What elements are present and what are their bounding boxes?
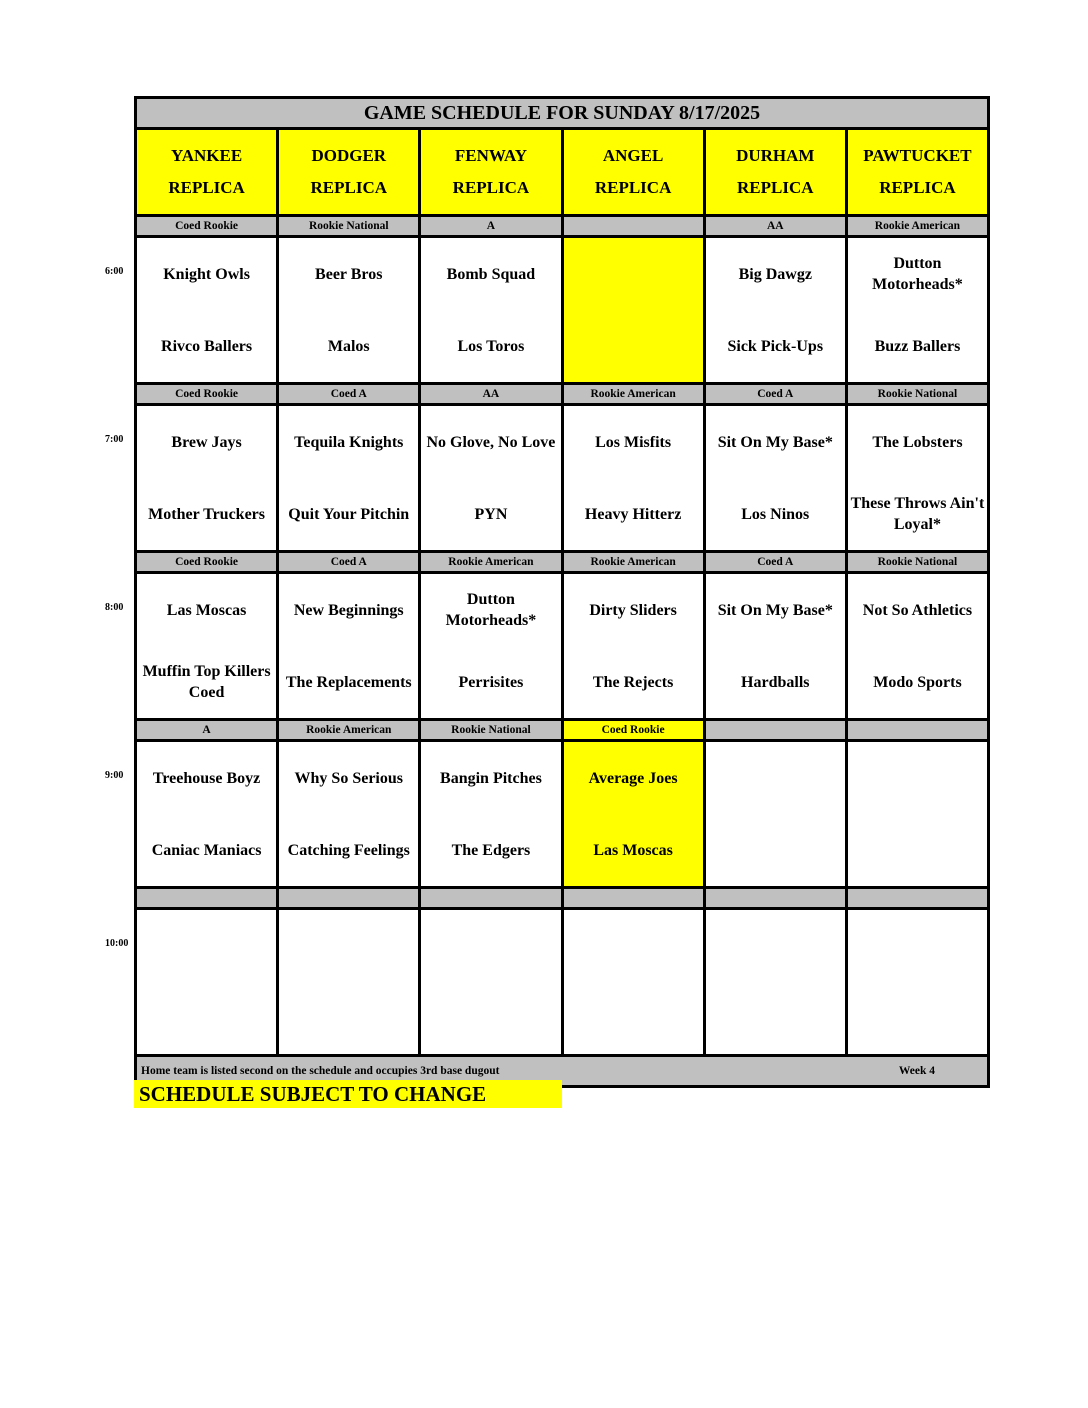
division-label: Rookie National: [848, 385, 990, 406]
home-team: Perrisites: [458, 673, 524, 691]
game-cell: [137, 742, 279, 889]
time-slot-row: [105, 574, 990, 721]
game-cell: [564, 742, 706, 889]
time-slot-row: [105, 910, 990, 1057]
home-team: Heavy Hitterz: [584, 505, 682, 523]
division-label: Rookie American: [564, 553, 706, 574]
away-team: Bangin Pitches: [440, 769, 542, 787]
away-team: Brew Jays: [171, 433, 242, 451]
game-cell: [848, 910, 990, 1057]
game-cell: [848, 238, 990, 385]
away-team: Bomb Squad: [446, 265, 536, 283]
field-sub: REPLICA: [879, 178, 956, 197]
home-team: Hardballs: [741, 673, 810, 691]
home-team: [706, 982, 845, 1054]
game-cell: [848, 406, 990, 553]
division-label: [706, 889, 848, 910]
division-label: Rookie National: [279, 217, 421, 238]
division-label: Coed Rookie: [137, 217, 279, 238]
home-team: Rivco Ballers: [161, 337, 253, 355]
game-cell: [421, 910, 563, 1057]
away-team: [421, 910, 560, 982]
field-sub: REPLICA: [168, 178, 245, 197]
away-team: Knight Owls: [163, 265, 250, 283]
away-team: No Glove, No Love: [426, 433, 556, 451]
game-cell: [848, 742, 990, 889]
division-label: A: [137, 721, 279, 742]
away-team: Not So Athletics: [862, 601, 973, 619]
away-team: [137, 910, 276, 982]
game-cell: [564, 574, 706, 721]
division-label: Coed A: [706, 553, 848, 574]
division-label: Rookie American: [564, 385, 706, 406]
away-team: Dutton Motorheads*: [445, 591, 537, 629]
away-team: Treehouse Boyz: [152, 769, 261, 787]
game-cell: [137, 238, 279, 385]
division-label: [848, 721, 990, 742]
division-label: [279, 889, 421, 910]
time-label: 7:00: [105, 434, 124, 445]
division-label: AA: [706, 217, 848, 238]
home-team: Sick Pick-Ups: [727, 337, 824, 355]
division-row: [134, 721, 990, 742]
away-team: The Lobsters: [872, 433, 963, 451]
away-team: Las Moscas: [166, 601, 247, 619]
home-team: The Edgers: [451, 841, 531, 859]
home-team: [848, 814, 987, 886]
division-label: [564, 217, 706, 238]
field-name: DODGER: [311, 146, 387, 165]
away-team: Beer Bros: [315, 265, 383, 283]
field-header-angel: [564, 130, 706, 217]
home-team: Mother Truckers: [148, 505, 266, 523]
time-label: 9:00: [105, 770, 124, 781]
week-label: Week 4: [898, 1065, 935, 1077]
away-team: Tequila Knights: [294, 433, 404, 451]
home-team: The Rejects: [592, 673, 674, 691]
page-title: GAME SCHEDULE FOR SUNDAY 8/17/2025: [134, 96, 990, 130]
field-header-fenway: [421, 130, 563, 217]
schedule-sheet: [105, 96, 990, 1088]
field-sub: REPLICA: [310, 178, 388, 197]
division-label: Coed Rookie: [137, 553, 279, 574]
home-team-note: Home team is listed second on the schedule and occupies 3rd base dugout: [141, 1065, 500, 1077]
field-header-yankee: [137, 130, 279, 217]
away-team: [279, 910, 418, 982]
field-header-durham: [706, 130, 848, 217]
game-cell: [279, 406, 421, 553]
time-slot-row: [105, 742, 990, 889]
away-team: Los Misfits: [595, 433, 672, 451]
home-team: Muffin Top Killers Coed: [142, 663, 271, 701]
division-label: Coed Rookie: [137, 385, 279, 406]
away-team: [848, 742, 987, 814]
away-team: Average Joes: [588, 769, 678, 787]
home-team: [137, 982, 276, 1054]
home-team: Quit Your Pitchin: [288, 505, 410, 523]
game-cell: [421, 406, 563, 553]
division-label: Rookie American: [421, 553, 563, 574]
division-label: A: [421, 217, 563, 238]
division-label: Rookie American: [279, 721, 421, 742]
division-label: Coed Rookie: [564, 721, 706, 742]
away-team: [706, 742, 845, 814]
game-cell: [279, 910, 421, 1057]
home-team: Buzz Ballers: [874, 337, 961, 355]
home-team: Catching Feelings: [287, 841, 410, 859]
division-row: [134, 553, 990, 574]
field-sub: REPLICA: [594, 178, 672, 197]
division-label: AA: [421, 385, 563, 406]
field-header-dodger: [279, 130, 421, 217]
away-team: Sit On My Base*: [717, 601, 833, 619]
division-label: Coed A: [706, 385, 848, 406]
division-label: Coed A: [279, 553, 421, 574]
game-cell: [564, 238, 706, 385]
division-label: Rookie National: [848, 553, 990, 574]
game-cell: [564, 910, 706, 1057]
division-label: [137, 889, 279, 910]
division-label: Coed A: [279, 385, 421, 406]
time-label: 10:00: [105, 938, 129, 949]
game-cell: [848, 574, 990, 721]
away-team: [848, 910, 987, 982]
division-label: [421, 889, 563, 910]
field-name: FENWAY: [454, 146, 527, 165]
home-team: Los Ninos: [741, 505, 810, 523]
division-row: [134, 889, 990, 910]
game-cell: [279, 742, 421, 889]
game-cell: [706, 406, 848, 553]
field-name: ANGEL: [602, 146, 664, 165]
game-cell: [421, 742, 563, 889]
field-name: DURHAM: [736, 146, 815, 165]
home-team: Caniac Maniacs: [151, 841, 262, 859]
away-team: Dutton Motorheads*: [872, 255, 963, 293]
field-header-row: [134, 130, 990, 217]
home-team: The Replacements: [285, 673, 412, 691]
home-team: [706, 814, 845, 886]
home-team: [564, 310, 703, 382]
game-cell: [421, 574, 563, 721]
away-team: [564, 238, 703, 310]
time-slot-row: [105, 406, 990, 553]
home-team: [848, 982, 987, 1054]
away-team: Sit On My Base*: [717, 433, 833, 451]
division-row: [134, 385, 990, 406]
away-team: Why So Serious: [294, 769, 403, 787]
time-label: 8:00: [105, 602, 124, 613]
division-label: [706, 721, 848, 742]
time-label: 6:00: [105, 266, 124, 277]
away-team: Dirty Sliders: [589, 601, 677, 619]
division-label: [848, 889, 990, 910]
home-team: Los Toros: [457, 337, 525, 355]
schedule-slots: [105, 217, 990, 1057]
field-header-pawtucket: [848, 130, 990, 217]
schedule-notice: SCHEDULE SUBJECT TO CHANGE: [134, 1080, 562, 1108]
field-name: YANKEE: [171, 146, 243, 165]
away-team: [706, 910, 845, 982]
home-team: Modo Sports: [873, 673, 962, 691]
division-row: [134, 217, 990, 238]
division-label: [564, 889, 706, 910]
division-label: Rookie American: [848, 217, 990, 238]
home-team: Malos: [327, 337, 370, 355]
home-team: Las Moscas: [593, 841, 673, 859]
game-cell: [564, 406, 706, 553]
home-team: [279, 982, 418, 1054]
home-team: These Throws Ain't Loyal*: [850, 495, 985, 533]
division-label: Rookie National: [421, 721, 563, 742]
game-cell: [279, 574, 421, 721]
game-cell: [137, 910, 279, 1057]
game-cell: [706, 910, 848, 1057]
away-team: New Beginnings: [293, 601, 404, 619]
home-team: [564, 982, 703, 1054]
away-team: Big Dawgz: [738, 265, 812, 283]
away-team: [564, 910, 703, 982]
home-team: [421, 982, 560, 1054]
field-sub: REPLICA: [452, 178, 530, 197]
game-cell: [137, 406, 279, 553]
field-sub: REPLICA: [737, 178, 814, 197]
game-cell: [279, 238, 421, 385]
game-cell: [137, 574, 279, 721]
game-cell: [706, 574, 848, 721]
game-cell: [706, 238, 848, 385]
game-cell: [706, 742, 848, 889]
game-cell: [421, 238, 563, 385]
field-name: PAWTUCKET: [863, 146, 972, 165]
time-slot-row: [105, 238, 990, 385]
home-team: PYN: [474, 505, 508, 523]
